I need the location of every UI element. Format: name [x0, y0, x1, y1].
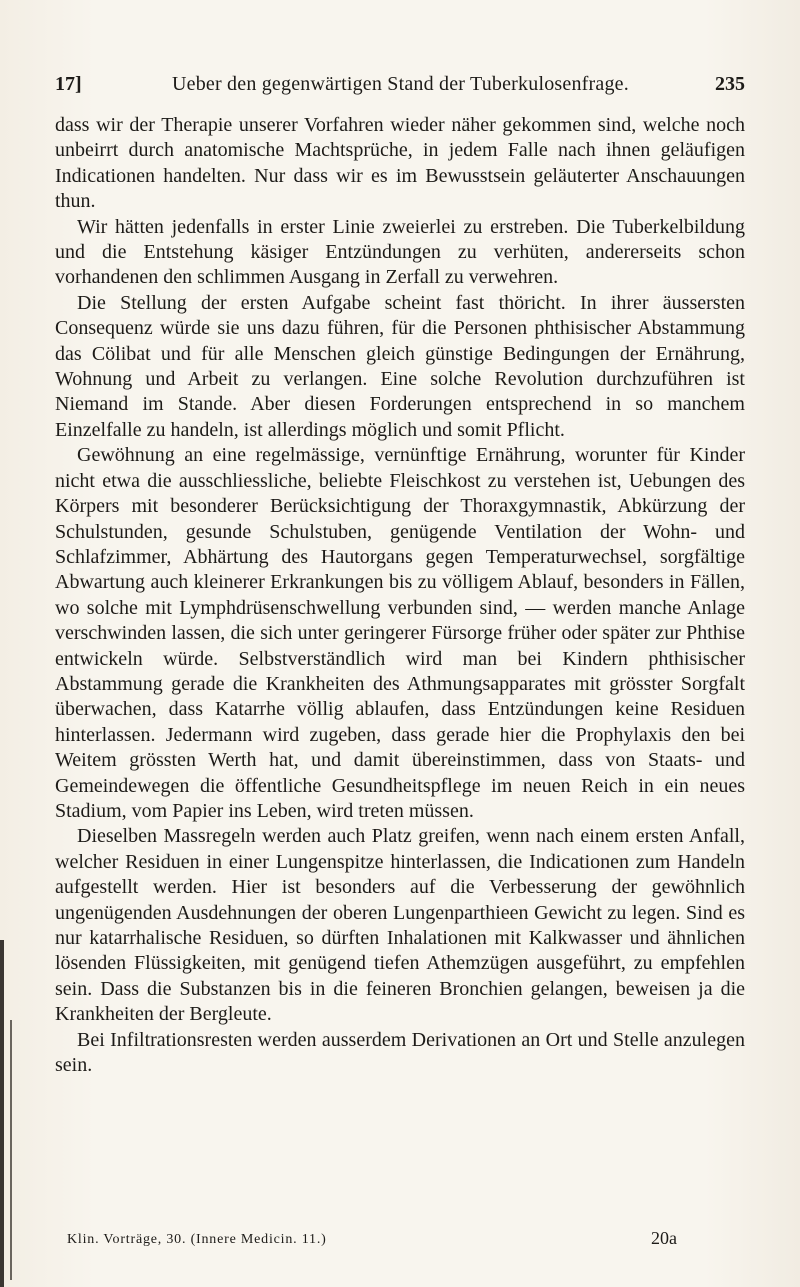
running-title: Ueber den gegenwärtigen Stand der Tuberkulosenfrage.: [172, 73, 629, 95]
page-number: 235: [715, 73, 745, 95]
chapter-number: 17]: [55, 73, 82, 95]
paragraph: Bei Infiltrationsresten werden ausserdem Derivationen an Ort und Stelle anzulegen sein.: [55, 1028, 745, 1077]
page-edge-line: [10, 1020, 12, 1280]
paragraph: Die Stellung der ersten Aufgabe scheint fast thöricht. In ihrer äussersten Consequenz würde sie uns dazu führen, für die Personen phthisischer Abstammung das Cölibat und für alle Menschen gleich günstige Bedingungen der Ernährung, Wohnung und Arbeit zu verlangen. Eine solche Revolution durchzuführen ist Niemand im Stande. Aber diesen Forderungen entsprechend in so manchem Einzelfalle zu handeln, ist allerdings möglich und somit Pflicht.: [55, 291, 745, 441]
footer-source: Klin. Vorträge, 30. (Innere Medicin. 11.): [67, 1232, 327, 1247]
running-header: [55, 73, 745, 101]
paragraph: Wir hätten jedenfalls in erster Linie zweierlei zu erstreben. Die Tuberkelbildung und die Entstehung käsiger Entzündungen zu verhüten, andererseits schon vorhandenen den schlimmen Ausgang in Zerfall zu verwehren.: [55, 215, 745, 289]
body-text: [55, 113, 745, 1078]
paragraph: Gewöhnung an eine regelmässige, vernünftige Ernährung, worunter für Kinder nicht etwa die ausschliessliche, beliebte Fleischkost zu verstehen ist, Uebungen des Körpers mit besonderer Berücksichtigung der Thoraxgymnastik, Abkürzung der Schulstunden, gesunde Schulstuben, genügende Ventilation der Wohn- und Schlafzimmer, Abhärtung des Hautorgans gegen Temperaturwechsel, sorgfältige Abwartung auch kleinerer Erkrankungen bis zu völligem Ablauf, besonders in Fällen, wo solche mit Lymphdrüsenschwellung verbunden sind, — werden manche Anlage verschwinden lassen, die sich unter geringerer Fürsorge früher oder später zur Phthise entwickeln würde. Selbstverständlich wird man bei Kindern phthisischer Abstammung gerade die Krankheiten des Athmungsapparates mit grösster Sorgfalt überwachen, dass Katarrhe völlig ablaufen, dass Entzündungen keine Residuen hinterlassen. Jedermann wird zugeben, dass gerade hier die Prophylaxis den bei Weitem grössten Werth hat, und damit übereinstimmen, dass von Staats- und Gemeindewegen die öffentliche Gesundheitspflege im neuen Reich in ein neues Stadium, vom Papier ins Leben, wird treten müssen.: [55, 444, 745, 822]
page-edge-shadow: [0, 940, 4, 1287]
paragraph: Dieselben Massregeln werden auch Platz greifen, wenn nach einem ersten Anfall, welcher Residuen in einer Lungenspitze hinterlassen, die Indicationen zum Handeln aufgestellt werden. Hier ist besonders auf die Verbesserung der gewöhnlich ungenügenden Ausdehnungen der oberen Lungenparthieen Gewicht zu legen. Sind es nur katarrhalische Residuen, so dürften Inhalationen mit Kalkwasser und ähnlichen lösenden Flüssigkeiten, mit genügend tiefen Athemzügen ausgeführt, zu empfehlen sein. Dass die Substanzen bis in die feineren Bronchien gelangen, beweisen ja die Krankheiten der Bergleute.: [55, 825, 745, 1026]
signature-mark: 20a: [651, 1228, 677, 1248]
paragraph-continuation: dass wir der Therapie unserer Vorfahren wieder näher gekommen sind, welche noch unbeirrt durch anatomische Machtsprüche, in jedem Falle nach ihnen geläufigen Indicationen handelten. Nur dass wir es im Bewusstsein geläuterter Anschauungen thun.: [55, 114, 745, 213]
page-footer: [67, 1228, 677, 1254]
